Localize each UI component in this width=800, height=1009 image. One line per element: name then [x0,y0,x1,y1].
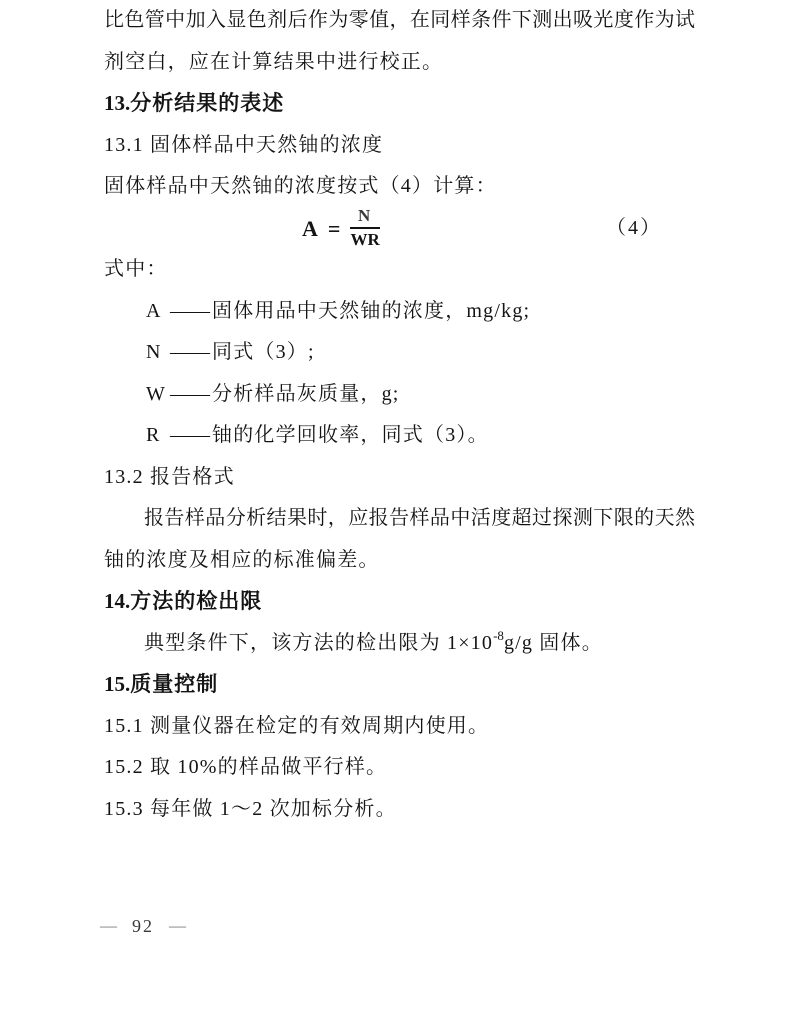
term-symbol: N [146,341,161,363]
footer-dash-left: — [100,916,117,935]
footer-dash-right: — [169,916,186,935]
subsection-13-1-title: 13.1 固体样品中天然铀的浓度 [104,133,384,156]
detection-limit-text [104,623,695,665]
section-14-number: 14. [104,589,131,613]
term-definition-row [104,332,695,374]
equation-4 [104,205,695,250]
definition-dash: —— [170,299,210,322]
where-label: 式中： [104,258,168,280]
section-15-heading [104,664,695,706]
list-item-15-2: 15.2 取 10%的样品做平行样。 [104,756,388,778]
paragraph-line: 比色管中加入显色剂后作为零值，在同样条件下测出吸光度作为试 [104,9,695,31]
subsection-13-1-body: 固体样品中天然铀的浓度按式（4）计算： [104,175,497,197]
section-15-number: 15. [104,672,131,696]
fraction [350,206,379,251]
term-symbol: A [146,299,161,322]
paragraph-line: 铀的浓度及相应的标准偏差。 [104,548,380,571]
equation-expression [302,206,380,251]
paragraph-line: 报告样品分析结果时，应报告样品中活度超过探测下限的天然 [144,507,695,529]
term-definition-row [104,291,695,333]
detection-limit-prefix: 典型条件下，该方法的检出限为 1×10 [144,631,494,654]
subsection-13-2-title: 13.2 报告格式 [104,465,235,488]
term-definition-text: 固体用品中天然铀的浓度，mg/kg; [212,299,531,322]
equation-number-label: （4） [606,216,662,239]
equation-lhs: A [302,215,318,241]
fraction-numerator: N [350,206,379,229]
section-15-title: 质量控制 [130,673,219,696]
definition-dash: —— [170,382,210,405]
definition-dash: —— [170,424,210,446]
list-item-15-3: 15.3 每年做 1～2 次加标分析。 [104,797,397,820]
term-symbol: R [146,424,160,446]
term-definition-text: 分析样品灰质量，g; [212,382,400,405]
term-definition-text: 同式（3）; [212,341,315,363]
definition-dash: —— [170,341,210,363]
term-symbol: W [146,382,165,405]
section-14-heading [104,581,695,623]
section-14-title: 方法的检出限 [130,590,263,613]
fraction-denominator: WR [350,230,380,250]
term-definition-text: 铀的化学回收率，同式（3）。 [212,424,489,446]
section-13-heading [104,83,695,125]
exponent-superscript: -8 [493,627,504,643]
document-body [104,0,695,830]
detection-limit-suffix: g/g 固体。 [503,631,603,654]
section-13-number: 13. [104,91,131,115]
section-13-title: 分析结果的表述 [130,92,285,115]
equals-sign: = [327,215,341,241]
term-definition-row [104,374,695,416]
paragraph-line: 剂空白，应在计算结果中进行校正。 [104,50,444,73]
list-item-15-1: 15.1 测量仪器在检定的有效周期内使用。 [104,714,490,737]
term-definition-row [104,415,695,457]
page-footer [100,912,186,940]
page-number: 92 [132,916,154,936]
